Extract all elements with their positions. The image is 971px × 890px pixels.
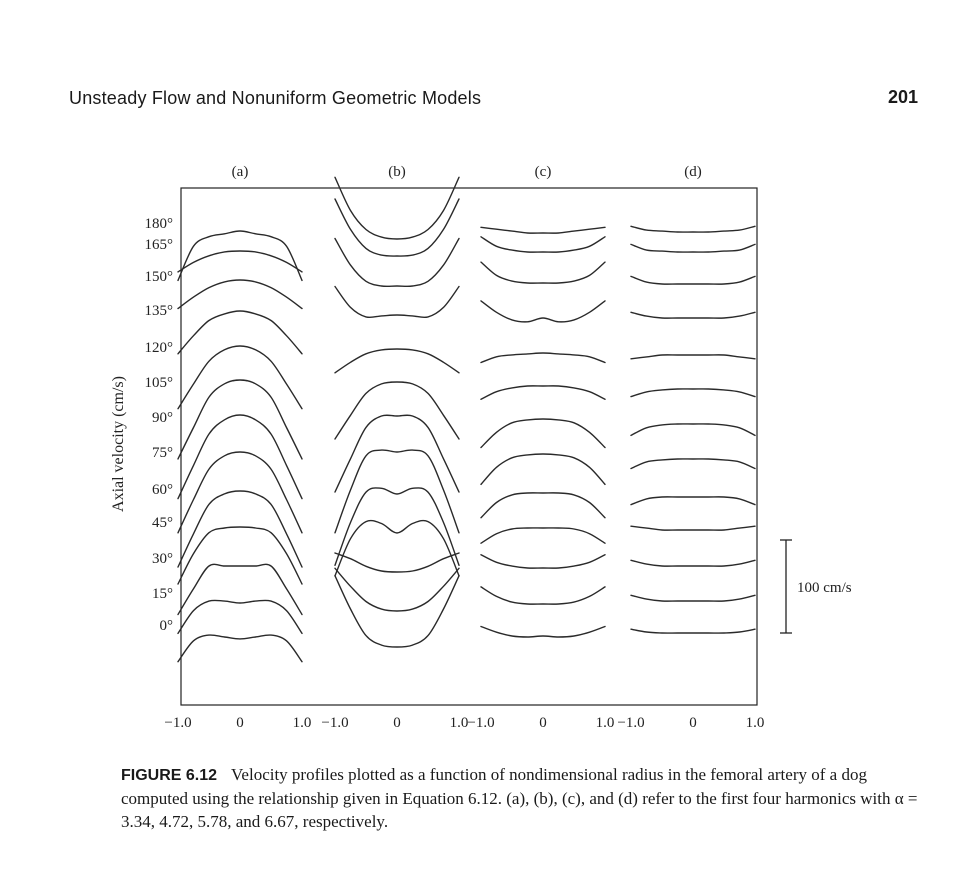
velocity-profile-curve bbox=[481, 587, 605, 604]
phase-label: 165° bbox=[144, 237, 173, 253]
panel-label: (a) bbox=[231, 164, 249, 180]
phase-label: 120° bbox=[144, 340, 173, 356]
velocity-profile-curve bbox=[335, 177, 459, 239]
velocity-profile-curve bbox=[335, 553, 459, 572]
velocity-profile-curve bbox=[178, 346, 302, 409]
velocity-profile-curve bbox=[178, 527, 302, 584]
velocity-profile-curve bbox=[335, 568, 459, 611]
velocity-profile-curve bbox=[631, 226, 755, 232]
x-tick-label: 0 bbox=[689, 715, 697, 731]
velocity-profile-curve bbox=[481, 454, 605, 484]
phase-label: 30° bbox=[152, 551, 173, 567]
velocity-profile-curve bbox=[481, 627, 605, 638]
velocity-profile-curve bbox=[481, 528, 605, 543]
velocity-profile-curve bbox=[335, 349, 459, 373]
velocity-profile-curve bbox=[178, 635, 302, 662]
velocity-profile-curve bbox=[335, 488, 459, 565]
x-tick-label: −1.0 bbox=[164, 715, 192, 731]
phase-label: 180° bbox=[144, 216, 173, 232]
velocity-profile-curve bbox=[178, 251, 302, 272]
velocity-profile-curve bbox=[335, 287, 459, 318]
velocity-profile-curve bbox=[631, 459, 755, 469]
figure-label: FIGURE 6.12 bbox=[121, 767, 218, 784]
velocity-profile-curve bbox=[631, 497, 755, 505]
figure-caption bbox=[121, 763, 921, 833]
plot-frame bbox=[181, 188, 757, 705]
phase-label: 90° bbox=[152, 410, 173, 426]
velocity-profile-curve bbox=[481, 237, 605, 252]
phase-label: 15° bbox=[152, 586, 173, 602]
velocity-profile-curve bbox=[631, 526, 755, 530]
velocity-profile-curve bbox=[178, 491, 302, 567]
velocity-profile-curve bbox=[631, 424, 755, 435]
velocity-profile-curve bbox=[631, 560, 755, 566]
running-head: Unsteady Flow and Nonuniform Geometric Models bbox=[69, 88, 482, 108]
y-axis-label: Axial velocity (cm/s) bbox=[110, 376, 127, 512]
velocity-profile-curve bbox=[178, 600, 302, 633]
velocity-profile-curve bbox=[631, 355, 755, 359]
x-tick-label: −1.0 bbox=[321, 715, 349, 731]
velocity-profile-curve bbox=[335, 239, 459, 287]
velocity-profile-curve bbox=[178, 280, 302, 309]
panel-label: (b) bbox=[388, 164, 406, 180]
panel-label: (d) bbox=[684, 164, 702, 180]
velocity-profile-curve bbox=[178, 452, 302, 533]
x-tick-label: 1.0 bbox=[745, 715, 765, 731]
phase-label: 135° bbox=[144, 303, 173, 319]
x-tick-label: 1.0 bbox=[449, 715, 469, 731]
phase-label: 75° bbox=[152, 445, 173, 461]
velocity-profile-curve bbox=[335, 382, 459, 439]
x-tick-label: 0 bbox=[236, 715, 244, 731]
velocity-profile-curve bbox=[481, 386, 605, 399]
velocity-profile-curve bbox=[335, 521, 459, 576]
phase-label: 105° bbox=[144, 375, 173, 391]
scale-bar-label: 100 cm/s bbox=[797, 580, 852, 596]
x-tick-label: −1.0 bbox=[617, 715, 645, 731]
x-tick-label: 1.0 bbox=[292, 715, 312, 731]
velocity-profile-curve bbox=[335, 199, 459, 256]
phase-label: 0° bbox=[159, 618, 173, 634]
velocity-profile-curve bbox=[335, 450, 459, 533]
phase-label: 45° bbox=[152, 515, 173, 531]
velocity-profile-curve bbox=[481, 419, 605, 448]
velocity-profile-curve bbox=[481, 353, 605, 363]
velocity-profile-curve bbox=[631, 312, 755, 318]
velocity-profile-curve bbox=[631, 276, 755, 284]
figure-caption-text: Velocity profiles plotted as a function of nondimensional radius in the femoral artery of a dog computed using the relationship given in Equation 6.12. (a), (b), (c), and (d) refer to the first four harmonics with α = 3.34, 4.72, 5.78, and 6.67, respectively. bbox=[121, 765, 918, 831]
velocity-profile-curve bbox=[481, 262, 605, 283]
velocity-profile-curve bbox=[178, 380, 302, 459]
velocity-profile-curve bbox=[631, 629, 755, 633]
x-tick-label: 0 bbox=[393, 715, 401, 731]
velocity-profile-curve bbox=[631, 244, 755, 252]
phase-label: 60° bbox=[152, 482, 173, 498]
velocity-profile-curve bbox=[481, 555, 605, 568]
velocity-profile-curve bbox=[178, 231, 302, 280]
x-tick-label: 1.0 bbox=[595, 715, 615, 731]
velocity-profile-curve bbox=[481, 301, 605, 322]
velocity-profile-curve bbox=[481, 227, 605, 233]
velocity-profile-curve bbox=[178, 415, 302, 499]
x-tick-label: −1.0 bbox=[467, 715, 495, 731]
velocity-profile-curve bbox=[631, 595, 755, 601]
page-number: 201 bbox=[887, 87, 918, 107]
phase-label: 150° bbox=[144, 269, 173, 285]
velocity-profile-curve bbox=[631, 389, 755, 397]
panel-label: (c) bbox=[534, 164, 552, 180]
velocity-profile-curve bbox=[178, 311, 302, 354]
velocity-profile-curve bbox=[481, 493, 605, 518]
x-tick-label: 0 bbox=[539, 715, 547, 731]
